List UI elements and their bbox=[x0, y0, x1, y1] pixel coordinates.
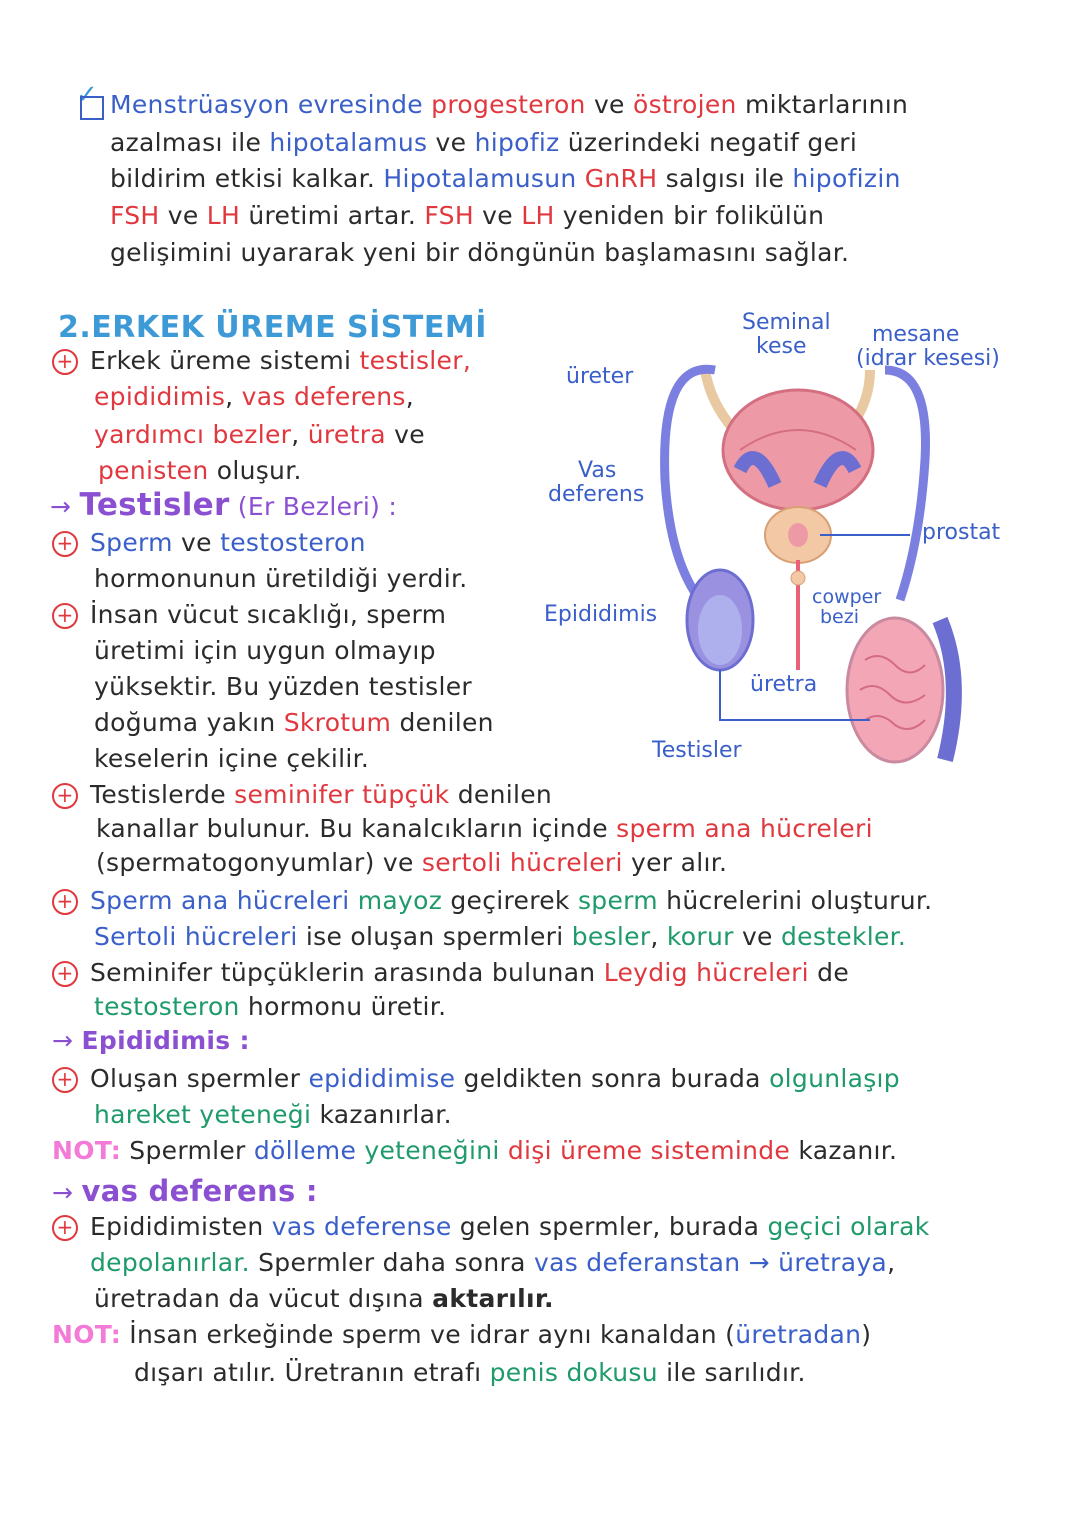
v1-line-1 bbox=[52, 1210, 930, 1244]
text: azalması ile bbox=[110, 128, 270, 157]
text: bildirim etkisi kalkar. bbox=[110, 164, 384, 193]
intro-line-2 bbox=[110, 126, 857, 160]
checkbox-icon bbox=[80, 96, 104, 120]
check-icon: ✓ bbox=[76, 80, 98, 110]
text: ve bbox=[159, 201, 207, 230]
label-idrar-kesesi: (idrar kesesi) bbox=[856, 346, 1000, 371]
term-aktarilir: aktarılır. bbox=[432, 1284, 554, 1313]
vas-deferens-right bbox=[885, 370, 926, 600]
text: Epididimisten bbox=[90, 1212, 272, 1241]
t2-line-4 bbox=[94, 706, 494, 740]
text: doğuma yakın bbox=[94, 708, 284, 737]
e1-line-2 bbox=[94, 1098, 452, 1132]
term-sperm: Sperm bbox=[90, 528, 173, 557]
t4-line-1 bbox=[52, 884, 932, 918]
note-label: NOT: bbox=[52, 1136, 122, 1165]
term-epididimise: epididimise bbox=[308, 1064, 456, 1093]
term-destekler: destekler. bbox=[780, 922, 907, 951]
text: , bbox=[405, 382, 415, 411]
text: salgısı ile bbox=[657, 164, 793, 193]
term-hareket-yetenegi: hareket yeteneği bbox=[94, 1100, 312, 1129]
t2-line-3: yüksektir. Bu yüzden testisler bbox=[94, 672, 472, 701]
intro-line-5: gelişimini uyararak yeni bir döngünün başlamasını sağlar. bbox=[110, 238, 850, 267]
term-fsh: FSH bbox=[424, 201, 474, 230]
bladder bbox=[723, 390, 873, 510]
text: İnsan erkeğinde sperm ve idrar aynı kanaldan ( bbox=[121, 1320, 736, 1349]
text: Erkek üreme sistemi bbox=[90, 346, 360, 375]
text: , bbox=[887, 1248, 896, 1277]
term-ostrojen: östrojen bbox=[632, 90, 737, 119]
term-dolleme: dölleme bbox=[253, 1136, 357, 1165]
text bbox=[576, 164, 584, 193]
text: ve bbox=[427, 128, 475, 157]
label-prostat: prostat bbox=[922, 520, 1001, 545]
text: Menstrüasyon evresinde bbox=[110, 90, 432, 119]
term-sperm-ana-hucreleri: Sperm ana hücreleri bbox=[90, 886, 350, 915]
heading-testisler: Testisler bbox=[79, 487, 230, 523]
intro-line-1 bbox=[110, 88, 908, 122]
note-1 bbox=[52, 1134, 897, 1168]
term-testosteron: testosteron bbox=[220, 528, 366, 557]
text: ve bbox=[733, 922, 781, 951]
text: (Er Bezleri) : bbox=[229, 492, 398, 521]
plus-bullet-icon: + bbox=[52, 783, 78, 809]
t2-line-1 bbox=[52, 598, 446, 632]
t3-line-3 bbox=[96, 846, 727, 880]
label-seminal: Seminal bbox=[742, 310, 831, 335]
term-hipofiz: hipofiz bbox=[474, 128, 560, 157]
term-uretradan: üretradan bbox=[735, 1320, 862, 1349]
arrow-icon: → bbox=[50, 492, 80, 521]
term-uretra: üretra bbox=[307, 420, 386, 449]
text: ) bbox=[861, 1320, 872, 1349]
text: , bbox=[225, 382, 242, 411]
plus-bullet-icon: + bbox=[52, 889, 78, 915]
text: ve bbox=[172, 528, 221, 557]
note-2-line-2 bbox=[134, 1356, 806, 1390]
section-title: 2.ERKEK ÜREME SİSTEMİ bbox=[58, 310, 487, 345]
t5-line-1 bbox=[52, 956, 849, 990]
term-penis-dokusu: penis dokusu bbox=[489, 1358, 658, 1387]
text: Spermler bbox=[121, 1136, 254, 1165]
text: üretimi artar. bbox=[240, 201, 425, 230]
epididimis-heading bbox=[52, 1024, 250, 1058]
intro-line-4 bbox=[110, 199, 824, 233]
text: hücrelerini oluşturur. bbox=[657, 886, 933, 915]
term-fsh: FSH bbox=[110, 201, 160, 230]
text: Oluşan spermler bbox=[90, 1064, 309, 1093]
text: geldikten sonra burada bbox=[455, 1064, 770, 1093]
p1-line-3 bbox=[94, 418, 425, 452]
term-leydig: Leydig hücreleri bbox=[603, 958, 809, 987]
term-penis: penisten bbox=[98, 456, 209, 485]
text: ve bbox=[385, 420, 425, 449]
arrow-icon: → bbox=[52, 1178, 82, 1207]
text: denilen bbox=[449, 780, 553, 809]
term-sperm-ana-hucreleri: sperm ana hücreleri bbox=[616, 814, 873, 843]
label-epididimis: Epididimis bbox=[544, 602, 658, 627]
term-vas-deferanstan: vas deferanstan → üretraya bbox=[533, 1248, 888, 1277]
text: yeniden bir folikülün bbox=[554, 201, 825, 230]
text: kanallar bulunur. Bu kanalcıkların içinde bbox=[96, 814, 617, 843]
term-lh: LH bbox=[206, 201, 241, 230]
text: ve bbox=[585, 90, 633, 119]
text: dışarı atılır. Üretranın etrafı bbox=[134, 1358, 490, 1387]
p1-line-1 bbox=[52, 344, 471, 378]
t1-line-1 bbox=[52, 526, 366, 560]
term-sperm: sperm bbox=[577, 886, 658, 915]
text: (spermatogonyumlar) ve bbox=[96, 848, 422, 877]
text: miktarlarının bbox=[736, 90, 909, 119]
label-testisler: Testisler bbox=[652, 738, 742, 763]
text: yer alır. bbox=[622, 848, 728, 877]
term-skrotum: Skrotum bbox=[283, 708, 392, 737]
text: üretradan da vücut dışına bbox=[94, 1284, 433, 1313]
text: kazanır. bbox=[790, 1136, 898, 1165]
term-testisler: testisler, bbox=[359, 346, 472, 375]
plus-bullet-icon: + bbox=[52, 961, 78, 987]
text: de bbox=[808, 958, 850, 987]
term-hipofizin: hipofizin bbox=[792, 164, 901, 193]
term-vas-deferense: vas deferense bbox=[271, 1212, 452, 1241]
term-besler: besler bbox=[571, 922, 651, 951]
text bbox=[500, 1136, 508, 1165]
t3-line-2 bbox=[96, 812, 873, 846]
term-olgunlasip: olgunlaşıp bbox=[769, 1064, 900, 1093]
note-2-line-1 bbox=[52, 1318, 871, 1352]
e1-line-1 bbox=[52, 1062, 900, 1096]
intro-line-3 bbox=[110, 162, 901, 196]
text: kazanırlar. bbox=[311, 1100, 452, 1129]
text: Seminifer tüpçüklerin arasında bulunan bbox=[90, 958, 604, 987]
term-sertoli-hucreleri: sertoli hücreleri bbox=[421, 848, 623, 877]
text: ise oluşan spermleri bbox=[297, 922, 572, 951]
term-korur: korur bbox=[666, 922, 734, 951]
term-yetenegini: yeteneğini bbox=[364, 1136, 500, 1165]
text: gelen spermler, burada bbox=[451, 1212, 768, 1241]
term-mayoz: mayoz bbox=[357, 886, 443, 915]
t1-line-2: hormonunun üretildiği yerdir. bbox=[94, 564, 468, 593]
text: ile sarılıdır. bbox=[657, 1358, 806, 1387]
term-vas-deferens: vas deferens bbox=[241, 382, 406, 411]
v1-line-2 bbox=[90, 1246, 895, 1280]
vas-deferens-left bbox=[665, 369, 715, 600]
label-ureter: üreter bbox=[566, 364, 634, 389]
term-epididimis: epididimis bbox=[94, 382, 226, 411]
term-gnrh: GnRH bbox=[584, 164, 658, 193]
t2-line-5: keselerin içine çekilir. bbox=[94, 744, 370, 773]
p1-line-2 bbox=[94, 380, 414, 414]
term-progesteron: progesteron bbox=[431, 90, 586, 119]
text: , bbox=[291, 420, 308, 449]
t3-line-1 bbox=[52, 778, 552, 812]
note-label: NOT: bbox=[52, 1320, 122, 1349]
plus-bullet-icon: + bbox=[52, 531, 78, 557]
text bbox=[349, 886, 357, 915]
label-uretra: üretra bbox=[750, 672, 818, 697]
prostate-core bbox=[788, 523, 808, 547]
heading-vas-deferens: vas deferens : bbox=[81, 1174, 318, 1208]
term-lh: LH bbox=[521, 201, 555, 230]
testis-left bbox=[698, 595, 742, 665]
t5-line-2 bbox=[94, 990, 446, 1024]
term-hipotalamusun: Hipotalamusun bbox=[383, 164, 577, 193]
text: denilen bbox=[391, 708, 494, 737]
text: hormonu üretir. bbox=[239, 992, 447, 1021]
plus-bullet-icon: + bbox=[52, 1067, 78, 1093]
text: oluşur. bbox=[208, 456, 302, 485]
label-kese: kese bbox=[756, 334, 807, 359]
cowper-gland bbox=[791, 571, 805, 585]
term-seminifer-tupcuk: seminifer tüpçük bbox=[234, 780, 450, 809]
plus-bullet-icon: + bbox=[52, 603, 78, 629]
plus-bullet-icon: + bbox=[52, 349, 78, 375]
term-hipotalamus: hipotalamus bbox=[269, 128, 428, 157]
label-vas: Vas bbox=[578, 458, 617, 483]
label-mesane: mesane bbox=[872, 322, 960, 347]
text: ve bbox=[473, 201, 522, 230]
label-bezi: bezi bbox=[820, 606, 860, 628]
plus-bullet-icon: + bbox=[52, 1215, 78, 1241]
vas-deferens-heading bbox=[52, 1174, 318, 1210]
text: , bbox=[650, 922, 667, 951]
term-sertoli: Sertoli hücreleri bbox=[94, 922, 298, 951]
t4-line-2 bbox=[94, 920, 906, 954]
label-cowper: cowper bbox=[812, 586, 882, 608]
v1-line-3 bbox=[94, 1282, 554, 1316]
term-testosteron: testosteron bbox=[94, 992, 240, 1021]
heading-epididimis: Epididimis : bbox=[81, 1026, 250, 1055]
testisler-heading bbox=[50, 488, 397, 524]
term-gecici-olarak: geçici olarak bbox=[767, 1212, 930, 1241]
p1-line-4 bbox=[98, 454, 302, 488]
term-disi-ureme: dişi üreme sisteminde bbox=[507, 1136, 791, 1165]
text: Testislerde bbox=[90, 780, 235, 809]
text: geçirerek bbox=[442, 886, 578, 915]
term-depolanirlar: depolanırlar. bbox=[90, 1248, 250, 1277]
term-yardimci-bezler: yardımcı bezler bbox=[94, 420, 292, 449]
t2-line-2: üretimi için uygun olmayıp bbox=[94, 636, 436, 665]
text: Spermler daha sonra bbox=[249, 1248, 534, 1277]
label-deferens: deferens bbox=[548, 482, 645, 507]
text: İnsan vücut sıcaklığı, sperm bbox=[90, 600, 447, 629]
ureter-left bbox=[705, 370, 730, 425]
arrow-icon: → bbox=[52, 1026, 82, 1055]
text: üzerindeki negatif geri bbox=[559, 128, 858, 157]
